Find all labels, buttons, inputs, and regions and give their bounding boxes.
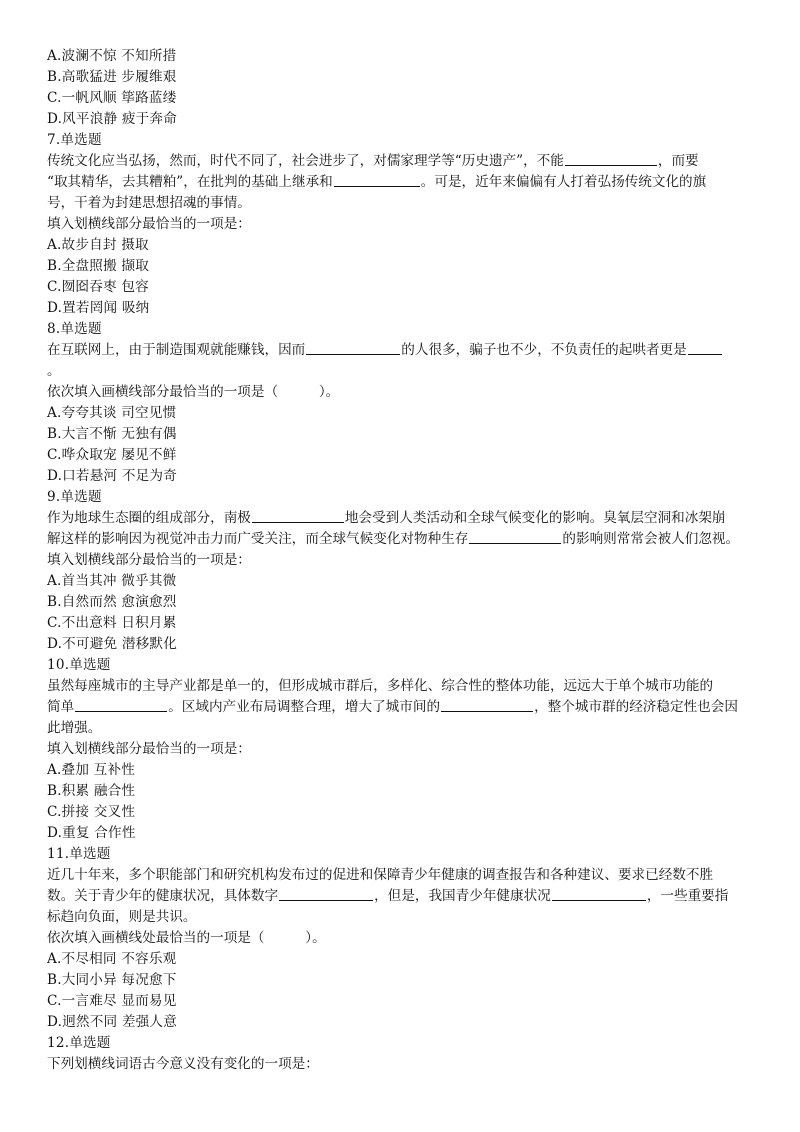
q11-blank-2 [552, 886, 646, 901]
q9-blank-1 [252, 508, 344, 523]
q7-option-b: B.全盘照搬 撷取 [47, 258, 149, 274]
q7-blank-1 [565, 151, 657, 166]
q11-option-d: D.迥然不同 差强人意 [47, 1014, 178, 1030]
q11-stem-line-3: 标趋向负面，则是共识。 [47, 909, 197, 925]
q11-prompt: 依次填入画横线处最恰当的一项是（ ）。 [47, 930, 326, 946]
q9-stem-text: 解这样的影响因为视觉冲击力而广受关注，而全球气候变化对物种生存 [47, 531, 469, 547]
q9-stem-line-1 [47, 508, 756, 529]
q9-option-c: C.不出意料 日积月累 [47, 615, 177, 631]
q7-stem-text: 传统文化应当弘扬，然而，时代不同了，社会进步了，对儒家理学等“历史遗产”，不能 [47, 153, 564, 169]
q7-blank-2 [334, 172, 420, 187]
q10-option-d: D.重复 合作性 [47, 825, 136, 841]
q6-option-b: B.高歌猛进 步履维艰 [47, 69, 177, 85]
q10-stem-text: 。区域内产业布局调整合理，增大了城市间的 [168, 699, 441, 715]
q7-stem-line-1 [47, 151, 756, 172]
q9-heading: 9.单选题 [47, 489, 102, 505]
q10-stem-line-3: 此增强。 [47, 720, 102, 736]
q10-stem-text: 简单 [47, 699, 75, 715]
q10-blank-1 [75, 697, 167, 712]
q11-option-a: A.不尽相同 不容乐观 [47, 951, 177, 967]
q7-stem-line-3: 号，干着为封建思想招魂的事情。 [47, 195, 251, 211]
q10-option-b: B.积累 融合性 [47, 783, 136, 799]
q10-option-c: C.拼接 交叉性 [47, 804, 136, 820]
q11-heading: 11.单选题 [47, 846, 111, 862]
q9-option-a: A.首当其冲 微乎其微 [47, 573, 177, 589]
q11-option-c: C.一言难尽 显而易见 [47, 993, 177, 1009]
q11-stem-text: ，一些重要指 [646, 888, 729, 904]
q7-option-c: C.囫囵吞枣 包容 [47, 279, 149, 295]
q11-blank-1 [279, 886, 373, 901]
q9-stem-line-2 [47, 529, 756, 550]
q9-stem-text: 地会受到人类活动和全球气候变化的影响。臭氧层空洞和冰架崩 [344, 510, 726, 526]
q10-heading: 10.单选题 [47, 657, 111, 673]
q6-option-a: A.波澜不惊 不知所措 [47, 48, 177, 64]
q9-option-b: B.自然而然 愈演愈烈 [47, 594, 177, 610]
q11-option-b: B.大同小异 每况愈下 [47, 972, 177, 988]
q8-heading: 8.单选题 [47, 321, 102, 337]
q7-heading: 7.单选题 [47, 132, 102, 148]
q8-stem-text: 在互联网上，由于制造围观就能赚钱，因而 [47, 342, 306, 358]
q10-stem-line-2 [47, 697, 756, 718]
q7-option-d: D.置若罔闻 吸纳 [47, 300, 150, 316]
q9-option-d: D.不可避免 潜移默化 [47, 636, 178, 652]
q8-stem-line-2: 。 [47, 363, 61, 379]
q9-blank-2 [469, 529, 561, 544]
q8-blank-2 [688, 340, 722, 355]
q8-prompt: 依次填入画横线部分最恰当的一项是（ ）。 [47, 384, 340, 400]
q11-stem-text: ，但是，我国青少年健康状况 [374, 888, 551, 904]
q11-stem-text: 数。关于青少年的健康状况，具体数字 [47, 888, 279, 904]
q10-prompt: 填入划横线部分最恰当的一项是： [47, 741, 251, 757]
q11-stem-line-2 [47, 886, 756, 907]
q7-prompt: 填入划横线部分最恰当的一项是： [47, 216, 251, 232]
q10-stem-text: ，整个城市群的经济稳定性也会因 [534, 699, 738, 715]
q7-stem-text: ，而要 [657, 153, 699, 169]
q7-option-a: A.故步自封 摄取 [47, 237, 149, 253]
q10-option-a: A.叠加 互补性 [47, 762, 136, 778]
q8-option-c: C.哗众取宠 屡见不鲜 [47, 447, 177, 463]
q8-option-a: A.夸夸其谈 司空见惯 [47, 405, 177, 421]
q9-prompt: 填入划横线部分最恰当的一项是： [47, 552, 251, 568]
q8-blank-1 [306, 340, 400, 355]
q7-stem-text: “取其精华，去其糟粕”，在批判的基础上继承和 [47, 174, 333, 190]
q11-stem-line-1: 近几十年来，多个职能部门和研究机构发布过的促进和保障青少年健康的调查报告和各种建议、要求已经数不胜 [47, 867, 714, 883]
q6-option-d: D.风平浪静 疲于奔命 [47, 111, 178, 127]
q10-blank-2 [441, 697, 533, 712]
q8-option-d: D.口若悬河 不足为奇 [47, 468, 178, 484]
q8-stem-text: 的人很多，骗子也不少，不负责任的起哄者更是 [401, 342, 687, 358]
q7-stem-line-2 [47, 172, 756, 193]
q10-stem-line-1: 虽然每座城市的主导产业都是单一的，但形成城市群后，多样化、综合性的整体功能，远远大于单个城市功能的 [47, 678, 714, 694]
q7-stem-text: 。可是，近年来偏偏有人打着弘扬传统文化的旗 [420, 174, 707, 190]
q8-stem-line-1 [47, 340, 756, 361]
q9-stem-text: 的影响则常常会被人们忽视。 [562, 531, 740, 547]
q9-stem-text: 作为地球生态圈的组成部分，南极 [47, 510, 251, 526]
q6-option-c: C.一帆风顺 筚路蓝缕 [47, 90, 177, 106]
q12-heading: 12.单选题 [47, 1035, 111, 1051]
q12-prompt: 下列划横线词语古今意义没有变化的一项是： [47, 1056, 319, 1072]
q8-option-b: B.大言不惭 无独有偶 [47, 426, 177, 442]
